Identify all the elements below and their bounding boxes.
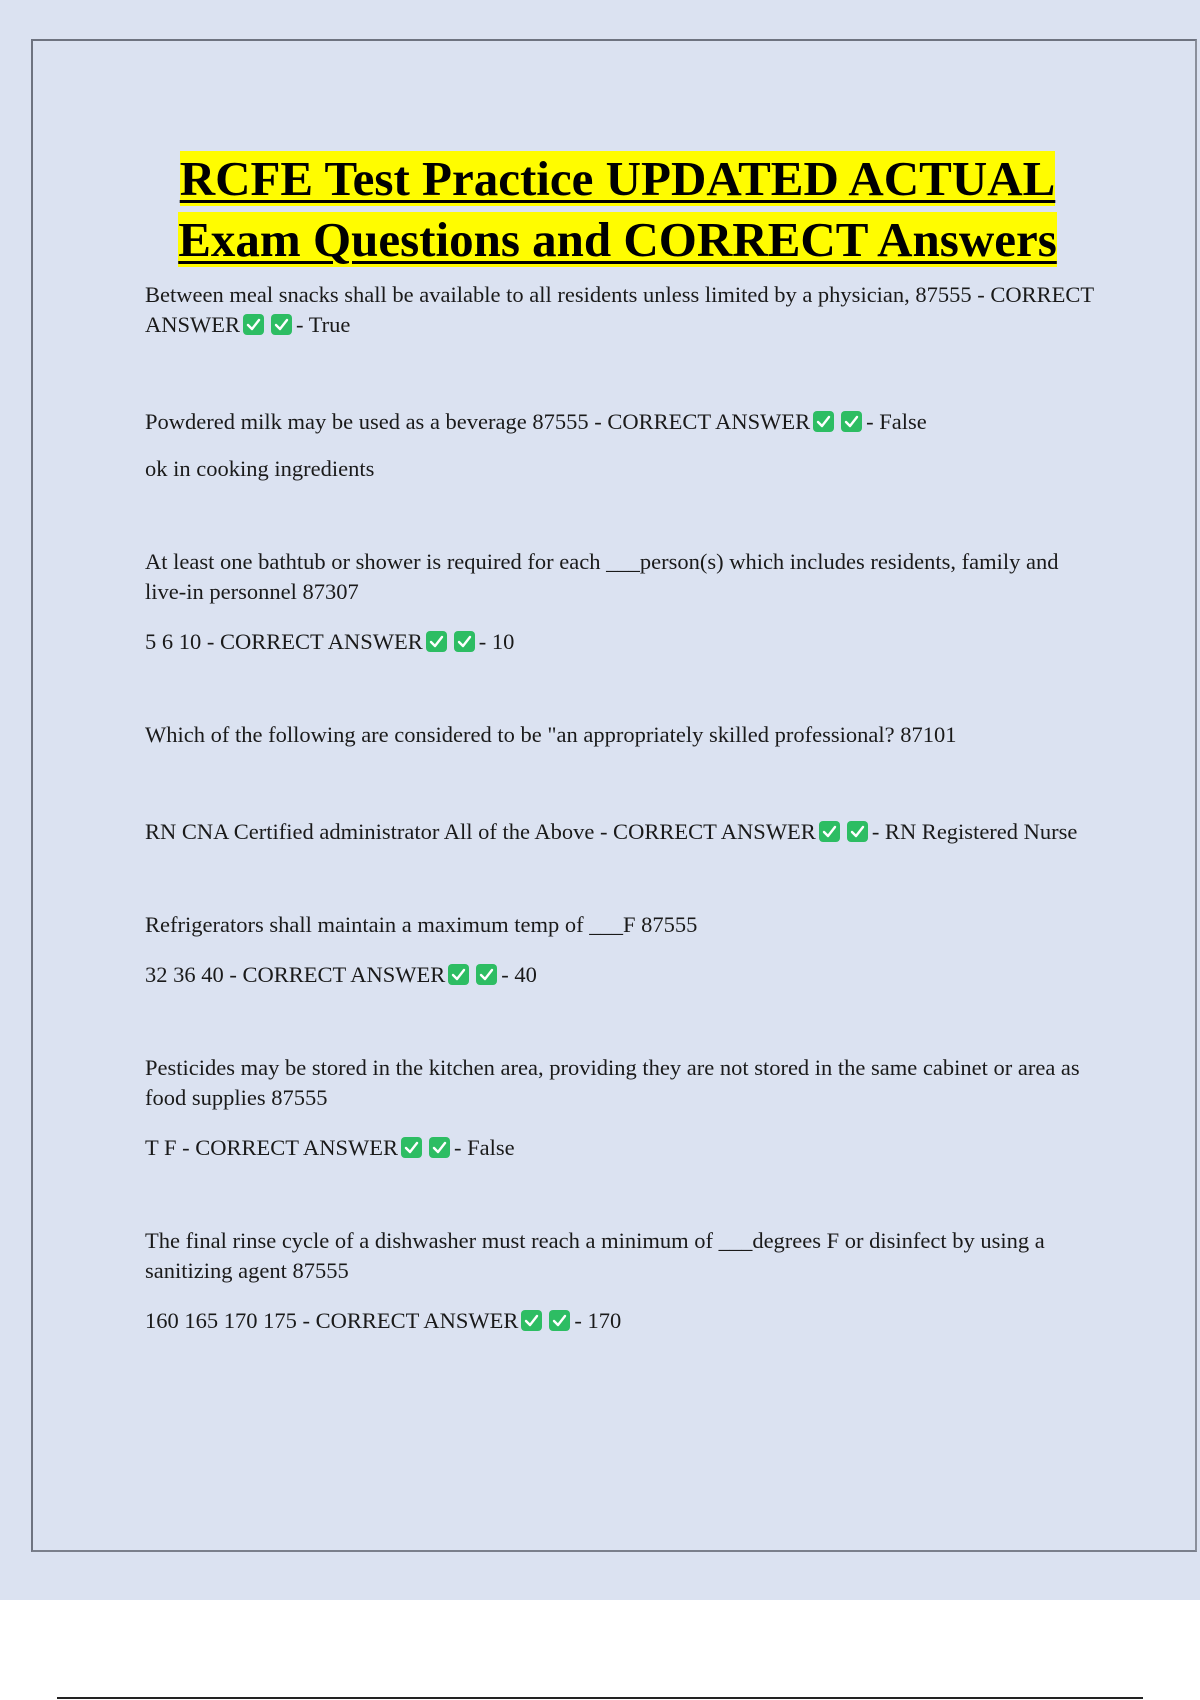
answer-text: - False	[453, 1135, 515, 1160]
qa-answer-line	[145, 960, 1095, 990]
question-text: Between meal snacks shall be available to all residents unless limited by a physician, 87555 - CORRECT ANSWER	[145, 282, 1094, 337]
question-text: 5 6 10 - CORRECT ANSWER	[145, 629, 423, 654]
check-mark-icon	[448, 964, 469, 985]
answer-text: - False	[866, 409, 927, 434]
document-title	[0, 148, 1200, 270]
question-text: T F - CORRECT ANSWER	[145, 1135, 398, 1160]
check-mark-icon	[426, 631, 447, 652]
question-text: RN CNA Certified administrator All of the Above - CORRECT ANSWER	[145, 819, 816, 844]
qa-answer-line	[145, 1306, 1095, 1336]
check-mark-icon	[521, 1310, 542, 1331]
check-mark-icon	[813, 411, 834, 432]
check-mark-icon	[819, 821, 840, 842]
qa-list	[145, 280, 1095, 1336]
question-prompt: Pesticides may be stored in the kitchen area, providing they are not stored in the same cabinet or area as food supplies 87555	[145, 1055, 1080, 1110]
check-mark-icon	[841, 411, 862, 432]
check-mark-icon	[401, 1137, 422, 1158]
answer-text: - 40	[501, 962, 537, 987]
check-mark-icon	[271, 314, 292, 335]
question-prompt: Refrigerators shall maintain a maximum temp of ___F 87555	[145, 912, 698, 937]
answer-text: - RN Registered Nurse	[871, 819, 1078, 844]
check-mark-icon	[429, 1137, 450, 1158]
answer-text: - True	[296, 312, 351, 337]
question-prompt: Which of the following are considered to be "an appropriately skilled professional? 87101	[145, 722, 957, 747]
question-prompt: The final rinse cycle of a dishwasher must reach a minimum of ___degrees F or disinfect by using a sanitizing agent 87555	[145, 1228, 1045, 1283]
check-mark-icon	[454, 631, 475, 652]
question-text: 32 36 40 - CORRECT ANSWER	[145, 962, 446, 987]
qa-answer-line	[145, 407, 1095, 437]
qa-answer-line	[145, 280, 1095, 340]
question-text: 160 165 170 175 - CORRECT ANSWER	[145, 1308, 519, 1333]
title-line-1: RCFE Test Practice UPDATED ACTUAL	[179, 151, 1056, 206]
check-mark-icon	[549, 1310, 570, 1331]
question-prompt: At least one bathtub or shower is required for each ___person(s) which includes residents, family and live-in personnel 87307	[145, 549, 1059, 604]
qa-answer-line	[145, 627, 1095, 657]
qa-answer-line	[145, 1133, 1095, 1163]
footer-rule	[57, 1697, 1143, 1699]
check-mark-icon	[243, 314, 264, 335]
question-text: Powdered milk may be used as a beverage 87555 - CORRECT ANSWER	[145, 409, 811, 434]
answer-text: - 170	[574, 1308, 622, 1333]
check-mark-icon	[847, 821, 868, 842]
check-mark-icon	[476, 964, 497, 985]
title-line-2: Exam Questions and CORRECT Answers	[178, 212, 1057, 267]
answer-note: ok in cooking ingredients	[145, 456, 375, 481]
qa-answer-line	[145, 817, 1095, 847]
answer-text: - 10	[478, 629, 515, 654]
